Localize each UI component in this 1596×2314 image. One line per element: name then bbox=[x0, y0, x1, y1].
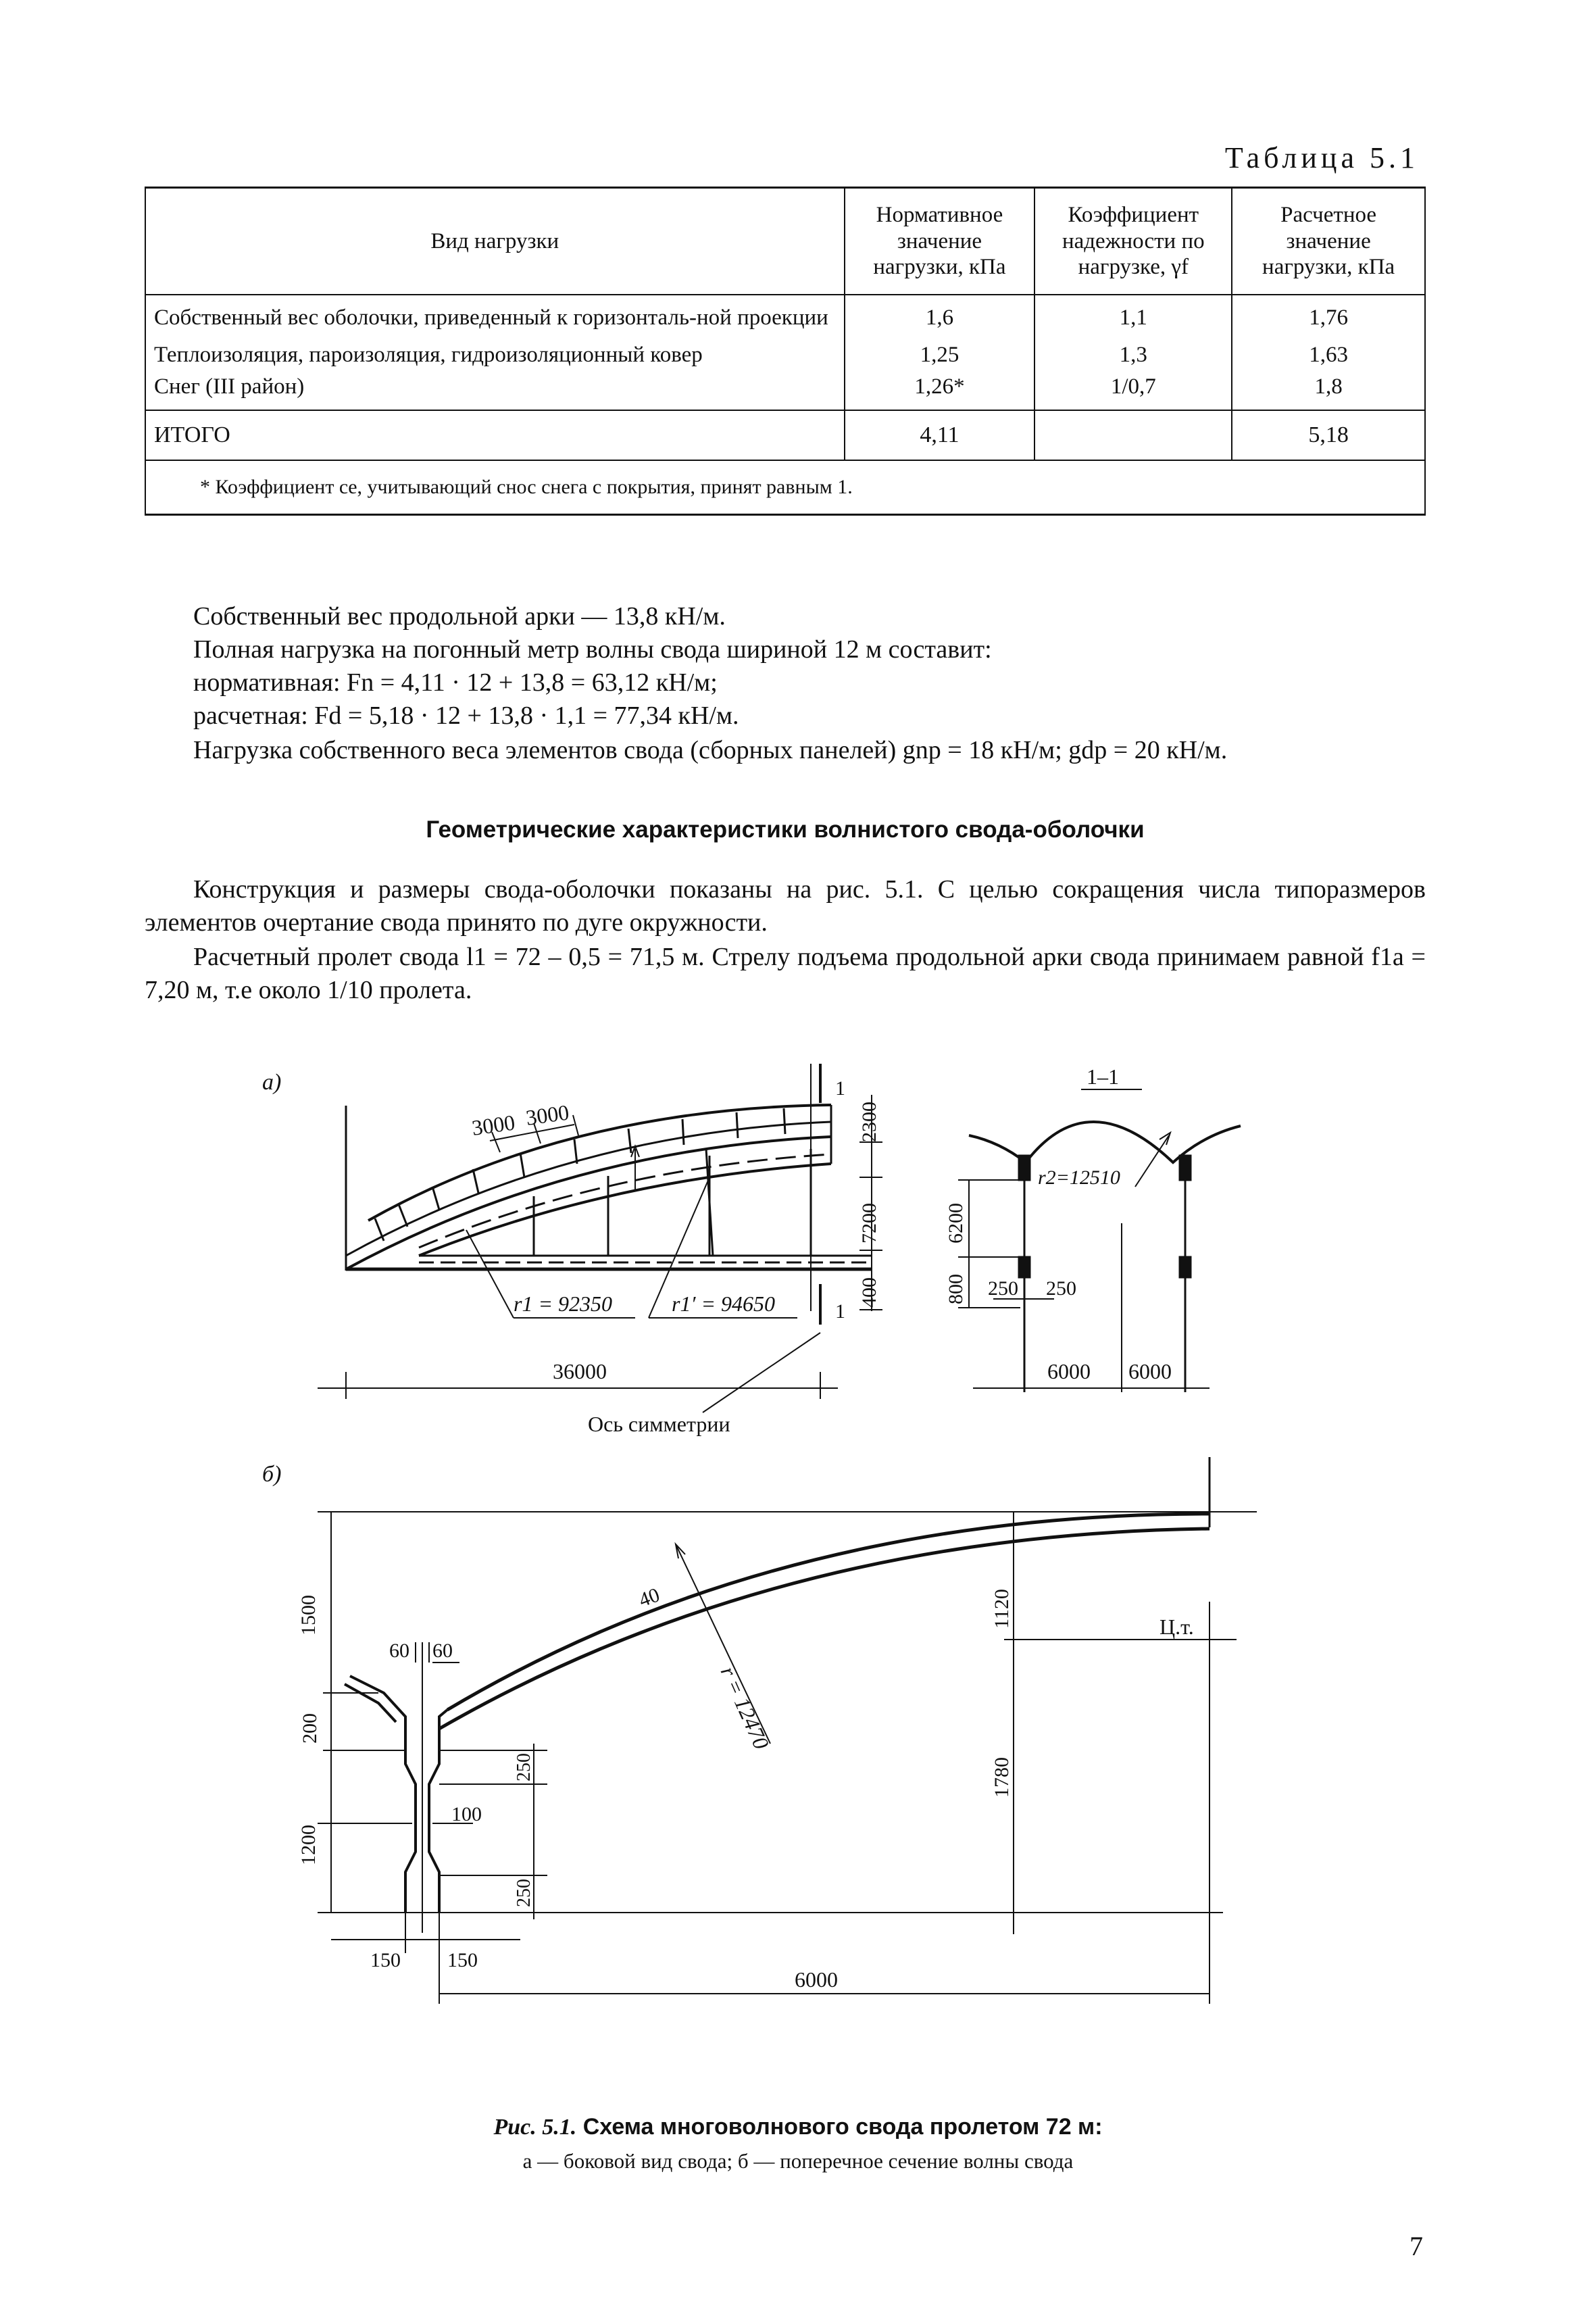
dim-60-left: 60 bbox=[389, 1640, 409, 1662]
cross-section-drawing bbox=[318, 1457, 1257, 2004]
text-para2: Расчетный пролет свода l1 = 72 – 0,5 = 71,5 м. Стрелу подъема продольной арки свода принимаем равной f1a = 7,20 м, т.е около 1/10 пролета. bbox=[145, 943, 1426, 1004]
row-design: 1,76 bbox=[1232, 295, 1425, 334]
total-label: ИТОГО bbox=[145, 410, 845, 460]
dim-6000-right: 6000 bbox=[1128, 1359, 1172, 1383]
dim-60-right: 60 bbox=[432, 1640, 453, 1662]
figure-subcaption: а — боковой вид свода; б — поперечное сечение волны свода bbox=[522, 2149, 1074, 2173]
axis-label: Ось симметрии bbox=[588, 1412, 730, 1436]
dim-250-top: 250 bbox=[514, 1753, 534, 1781]
dim-1780: 1780 bbox=[991, 1757, 1013, 1798]
row-design: 1,63 bbox=[1232, 334, 1425, 371]
dim-400: 400 bbox=[858, 1277, 880, 1308]
row-coefficient: 1/0,7 bbox=[1034, 371, 1232, 410]
dim-1200: 1200 bbox=[297, 1825, 320, 1865]
section-1-1-drawing bbox=[958, 1089, 1241, 1392]
dim-1500: 1500 bbox=[297, 1595, 320, 1635]
figure-caption bbox=[0, 2114, 1596, 2140]
dim-800: 800 bbox=[945, 1274, 967, 1304]
row-design: 1,8 bbox=[1232, 371, 1425, 410]
text-self-weight: Нагрузка собственного веса элементов свода (сборных панелей) gnp = 18 кН/м; gdp = 20 кН/м. bbox=[193, 736, 1228, 764]
radius-r2: r2=12510 bbox=[1038, 1166, 1120, 1189]
dim-250-right: 250 bbox=[1046, 1277, 1076, 1300]
dim-200: 200 bbox=[299, 1713, 321, 1744]
text-full-load: Полная нагрузка на погонный метр волны свода шириной 12 м составит: bbox=[193, 635, 992, 664]
figure-caption-text: Схема многоволнового свода пролетом 72 м: bbox=[582, 2114, 1103, 2140]
section-title: 1–1 bbox=[1087, 1064, 1119, 1089]
row-coefficient: 1,1 bbox=[1034, 295, 1232, 334]
dim-40: 40 bbox=[636, 1583, 663, 1612]
dim-3000-b: 3000 bbox=[524, 1100, 571, 1130]
text-design-formula: расчетная: Fd = 5,18 · 12 + 13,8 · 1,1 = 77,34 кН/м. bbox=[193, 701, 739, 730]
text-para1: Конструкция и размеры свода-оболочки показаны на рис. 5.1. С целью сокращения числа типоразмеров элементов очертание свода принято по дуге окружности. bbox=[145, 875, 1426, 937]
text-normative-formula: нормативная: Fn = 4,11 · 12 + 13,8 = 63,12 кН/м; bbox=[193, 668, 718, 697]
label-a: а) bbox=[262, 1070, 282, 1095]
header-normative: Нормативное значение нагрузки, кПа bbox=[845, 188, 1035, 295]
total-design: 5,18 bbox=[1232, 410, 1425, 460]
header-coefficient: Коэффициент надежности по нагрузке, γf bbox=[1034, 188, 1232, 295]
dim-6000-left: 6000 bbox=[1047, 1359, 1091, 1383]
table-caption: Таблица 5.1 bbox=[1224, 141, 1419, 174]
row-normative: 1,25 bbox=[845, 334, 1035, 371]
row-type: Теплоизоляция, пароизоляция, гидроизоляционный ковер bbox=[145, 334, 845, 371]
section-mark-top: 1 bbox=[835, 1077, 845, 1100]
dim-250-left: 250 bbox=[988, 1277, 1018, 1300]
centroid-label: Ц.т. bbox=[1159, 1615, 1194, 1639]
row-type: Собственный вес оболочки, приведенный к горизонталь-ной проекции bbox=[145, 295, 845, 334]
dim-7200: 7200 bbox=[858, 1203, 880, 1244]
dim-3000-a: 3000 bbox=[470, 1110, 517, 1140]
label-b: б) bbox=[262, 1462, 282, 1487]
header-design: Расчетное значение нагрузки, кПа bbox=[1232, 188, 1425, 295]
row-normative: 1,26* bbox=[845, 371, 1035, 410]
row-type: Снег (III район) bbox=[145, 371, 845, 410]
radius-r: r = 12470 bbox=[716, 1663, 774, 1753]
total-normative: 4,11 bbox=[845, 410, 1035, 460]
dim-2300: 2300 bbox=[858, 1102, 880, 1142]
text-arch-weight: Собственный вес продольной арки — 13,8 кН/м. bbox=[193, 602, 726, 631]
radius-r1-prime: r1′ = 94650 bbox=[672, 1291, 776, 1316]
figure-caption-prefix: Рис. 5.1. bbox=[493, 2115, 577, 2140]
dim-6000-b: 6000 bbox=[795, 1967, 838, 1992]
section-mark-bottom: 1 bbox=[835, 1300, 845, 1323]
page-number: 7 bbox=[1410, 2231, 1423, 2261]
dim-1120: 1120 bbox=[991, 1589, 1013, 1629]
header-load-type: Вид нагрузки bbox=[145, 188, 845, 295]
dim-150-right: 150 bbox=[447, 1949, 478, 1971]
dim-6200: 6200 bbox=[945, 1203, 967, 1244]
radius-r1: r1 = 92350 bbox=[514, 1291, 613, 1316]
dim-150-left: 150 bbox=[370, 1949, 401, 1971]
table-footnote: * Коэффициент ce, учитывающий снос снега с покрытия, принят равным 1. bbox=[145, 460, 1425, 515]
dim-36000: 36000 bbox=[553, 1359, 607, 1383]
row-normative: 1,6 bbox=[845, 295, 1035, 334]
dim-250-bottom: 250 bbox=[514, 1879, 534, 1907]
row-coefficient: 1,3 bbox=[1034, 334, 1232, 371]
section-heading: Геометрические характеристики волнистого свода-оболочки bbox=[426, 816, 1145, 843]
dim-100: 100 bbox=[451, 1803, 482, 1825]
